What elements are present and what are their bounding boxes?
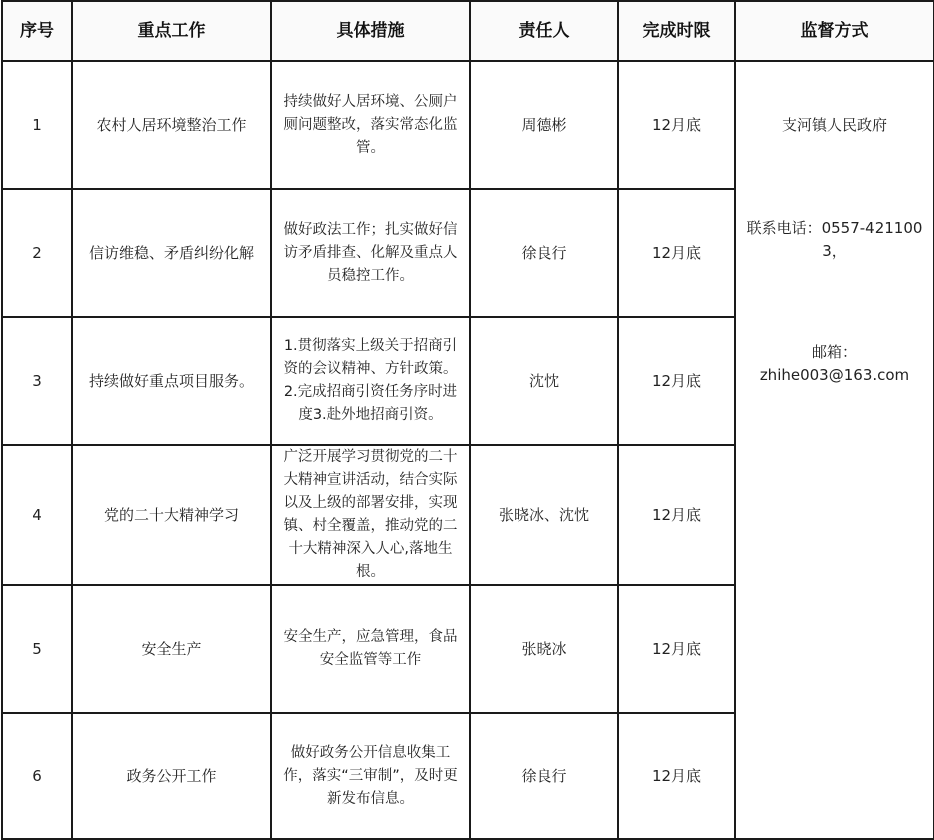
row-measures: 1.贯彻落实上级关于招商引资的会议精神、方针政策。2.完成招商引资任务序时进度3.赴外地招商引资。 [271,317,470,445]
table-row [2,61,934,189]
row-deadline: 12月底 [618,585,735,713]
supervision-phone: 联系电话：0557-4211003， [746,219,923,260]
row-task: 农村人居环境整治工作 [72,61,271,189]
supervision-email-label: 邮箱： [811,343,857,361]
row-owner: 张晓冰、沈忱 [470,445,618,585]
row-index: 6 [2,713,72,839]
row-owner: 徐良行 [470,713,618,839]
header-index: 序号 [2,1,72,61]
row-deadline: 12月底 [618,445,735,585]
supervision-org: 支河镇人民政府 [781,116,887,134]
row-task: 政务公开工作 [72,713,271,839]
row-index: 3 [2,317,72,445]
row-deadline: 12月底 [618,317,735,445]
row-measures: 广泛开展学习贯彻党的二十大精神宣讲活动，结合实际以及上级的部署安排，实现镇、村全覆盖，推动党的二十大精神深入人心,落地生根。 [271,445,470,585]
row-index: 1 [2,61,72,189]
header-deadline: 完成时限 [618,1,735,61]
supervision-cell [735,61,934,839]
row-task: 党的二十大精神学习 [72,445,271,585]
header-row [2,1,934,61]
header-task: 重点工作 [72,1,271,61]
supervision-email: zhihe003@163.com [759,366,910,384]
row-measures: 安全生产，应急管理，食品安全监管等工作 [271,585,470,713]
work-table [1,0,934,840]
row-deadline: 12月底 [618,61,735,189]
row-measures: 做好政法工作；扎实做好信访矛盾排查、化解及重点人员稳控工作。 [271,189,470,317]
row-measures: 做好政务公开信息收集工作，落实“三审制”，及时更新发布信息。 [271,713,470,839]
header-owner: 责任人 [470,1,618,61]
header-supervision: 监督方式 [735,1,934,61]
row-owner: 徐良行 [470,189,618,317]
row-owner: 张晓冰 [470,585,618,713]
header-measures: 具体措施 [271,1,470,61]
row-deadline: 12月底 [618,713,735,839]
row-index: 5 [2,585,72,713]
row-deadline: 12月底 [618,189,735,317]
row-index: 4 [2,445,72,585]
row-measures: 持续做好人居环境、公厕户厕问题整改，落实常态化监管。 [271,61,470,189]
row-index: 2 [2,189,72,317]
row-owner: 沈忱 [470,317,618,445]
row-owner: 周德彬 [470,61,618,189]
row-task: 信访维稳、矛盾纠纷化解 [72,189,271,317]
row-task: 安全生产 [72,585,271,713]
row-task: 持续做好重点项目服务。 [72,317,271,445]
